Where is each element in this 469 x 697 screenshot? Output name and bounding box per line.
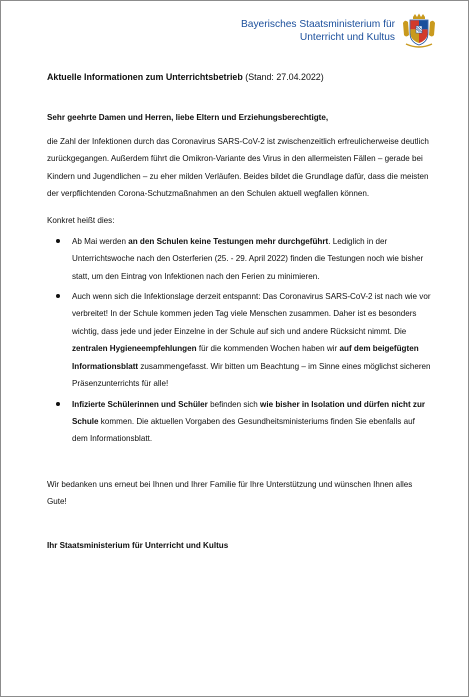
closing-paragraph: Wir bedanken uns erneut bei Ihnen und Ihrer Familie für Ihre Unterstützung und wünschen Ihnen alles Gute! <box>47 479 413 507</box>
intro-paragraph: die Zahl der Infektionen durch das Coronavirus SARS-CoV-2 ist zwischenzeitlich erfreulicherweise deutlich zurückgegangen. Außerdem führt die Omikron-Variante des Virus in den allermeisten Fällen – gerade bei Kindern und Jugendlichen – zu eher milden Verläufen. Beides bildet die Grundlage dafür, dass die meisten der verpflichtenden Corona-Schutzmaßnahmen an den Schulen aktuell wegfallen können. <box>47 136 429 199</box>
bullet2-bold-infoblatt: auf dem beigefügten Informationsblatt <box>72 344 419 371</box>
konkret-label: Konkret heißt dies: <box>47 216 115 226</box>
stand-date: (Stand: 27.04.2022) <box>245 72 324 82</box>
bullet-icon <box>56 294 60 298</box>
bullet-icon <box>56 239 60 243</box>
bullet1-bold: an den Schulen keine Testungen mehr durchgeführt <box>128 236 329 246</box>
measures-list <box>47 233 431 448</box>
bullet1-text-c: . Lediglich in der Unterrichtswoche nach den Osterferien (25. - 29. April 2022) finden die Testungen noch wie bisher statt, um den Eintrag von Infektionen nach den Ferien zu minimieren. <box>72 236 424 281</box>
title-text: Aktuelle Informationen zum Unterrichtsbetrieb <box>47 72 243 82</box>
list-item-isolation <box>47 396 431 448</box>
bullet2-text-a: Auch wenn sich die Infektionslage derzeit entspannt: Das Coronavirus SARS-CoV-2 ist nach wie vor verbreitet! In der Schule kommen jeden Tag viele Menschen zusammen. Daher ist es besonders wichtig, dass jede und jeder Einzelne in der Schule auf sich und andere Rücksicht nimmt. Die <box>72 292 431 336</box>
letter-body <box>47 69 431 554</box>
bullet1-text-a: Ab Mai werden <box>72 236 129 246</box>
bullet-icon <box>56 402 60 406</box>
letter-title <box>47 69 431 86</box>
bullet3-bold-students: Infizierte Schülerinnen und Schüler <box>72 399 208 409</box>
bullet2-text-e: zusammengefasst. Wir bitten um Beachtung – im Sinne eines möglichst sicheren Präsenzunterrichts für alle! <box>72 361 431 389</box>
bullet2-text-c: für die kommenden Wochen haben wir <box>196 344 340 354</box>
salutation: Sehr geehrte Damen und Herren, liebe Eltern und Erziehungsberechtigte, <box>47 113 329 123</box>
list-item-testing <box>47 233 431 285</box>
bavarian-coat-of-arms-icon <box>402 13 436 49</box>
bullet2-bold-hygiene: zentralen Hygieneempfehlungen <box>72 344 197 354</box>
ministry-header <box>241 18 395 44</box>
list-item-hygiene <box>47 288 431 392</box>
bullet3-text-b: befinden sich <box>207 399 261 409</box>
signature: Ihr Staatsministerium für Unterricht und Kultus <box>47 540 229 550</box>
ministry-name-line2: Unterricht und Kultus <box>299 32 395 43</box>
bullet3-bold-isolation: wie bisher in Isolation und dürfen nicht zur Schule <box>72 399 426 426</box>
ministry-name-line1: Bayerisches Staatsministerium für <box>241 19 395 30</box>
bullet3-text-d: kommen. Die aktuellen Vorgaben des Gesundheitsministeriums finden Sie ebenfalls auf dem Informationsblatt. <box>72 416 415 444</box>
